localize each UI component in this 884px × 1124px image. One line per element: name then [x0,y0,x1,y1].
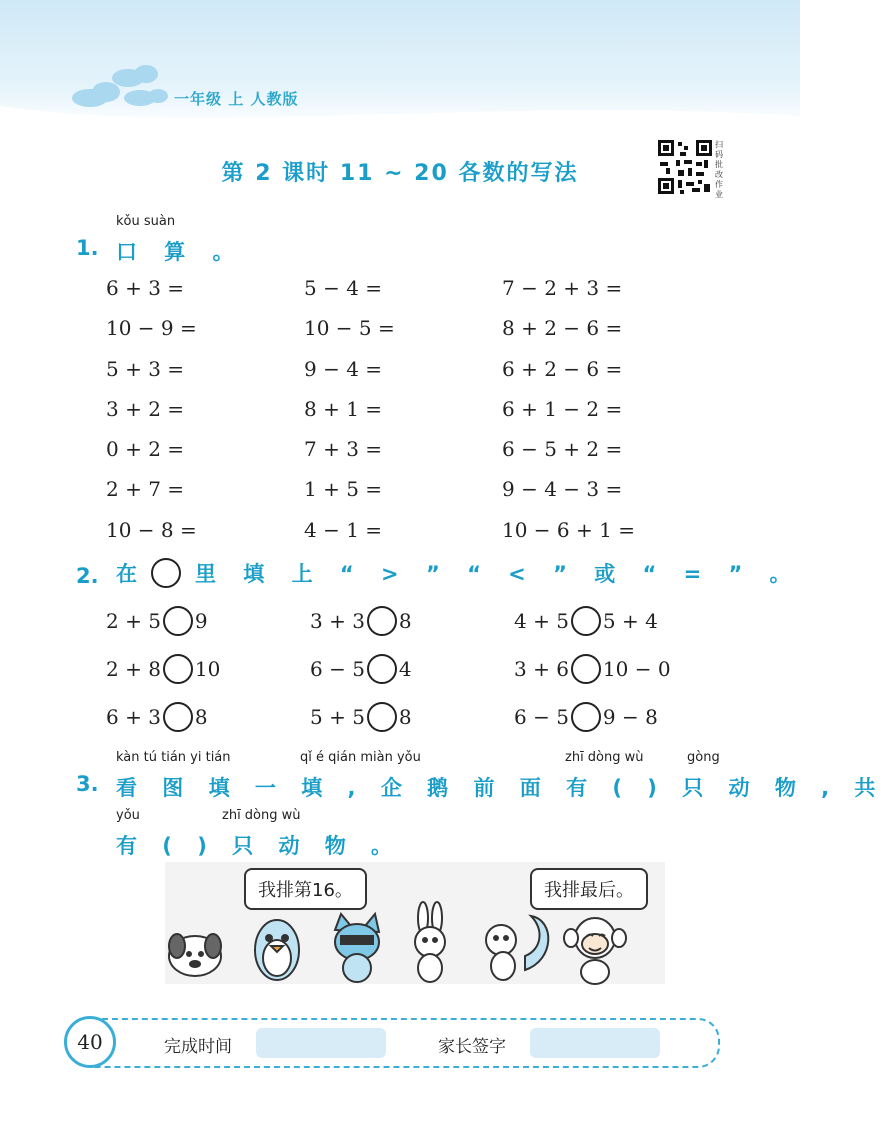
compare-item: 3 + 3 8 [310,606,412,636]
speech-bubble-left: 我排第16。 [244,868,367,910]
compare-item: 5 + 5 8 [310,702,412,732]
compare-item: 6 − 5 9 − 8 [514,702,658,732]
circle-icon [151,558,181,588]
answer-circle[interactable] [163,606,193,636]
q3-number: 3. [76,772,99,796]
q3-pinyin: yǒu [116,808,140,823]
compare-item: 3 + 6 10 − 0 [514,654,671,684]
answer-circle[interactable] [367,654,397,684]
equation: 4 − 1 = [304,517,383,542]
grade-label: 一年级 上 人教版 [174,90,299,108]
q1-pinyin: kǒu suàn [116,214,176,229]
equation: 7 + 3 = [304,437,383,462]
q3-pinyin: gòng [687,750,720,765]
dog-icon [169,934,221,976]
compare-item: 4 + 5 5 + 4 [514,606,658,636]
equation: 8 + 1 = [304,396,383,421]
speech-bubble-right: 我排最后。 [530,868,648,910]
equation: 6 + 1 − 2 = [502,396,623,421]
equation: 2 + 7 = [106,477,185,502]
q3-pinyin: kàn tú tián yi tián [116,750,231,765]
equation: 5 − 4 = [304,276,383,300]
q1-column-3 [502,276,635,558]
q3-line1: 看 图 填 一 填 , 企 鹅 前 面 有 ( ) 只 动 物 , 共 [116,776,884,800]
equation: 9 − 4 = [304,356,383,381]
parent-signature-field[interactable] [530,1028,660,1058]
equation: 9 − 4 − 3 = [502,477,623,502]
animals-illustration [165,900,665,984]
q2-number: 2. [76,564,99,588]
q3-pinyin: zhī dòng wù [222,808,301,823]
equation: 1 + 5 = [304,477,383,502]
lesson-title: 第 2 课时 11 ~ 20 各数的写法 [221,161,579,186]
answer-circle[interactable] [163,654,193,684]
q3-pinyin: zhī dòng wù [565,750,644,765]
equation: 6 + 3 = [106,276,185,300]
q3-pinyin: qǐ é qián miàn yǒu [300,750,421,765]
compare-item: 2 + 8 10 [106,654,220,684]
answer-circle[interactable] [571,606,601,636]
answer-circle[interactable] [571,654,601,684]
compare-item: 6 − 5 4 [310,654,412,684]
equation: 10 − 6 + 1 = [502,517,635,542]
q1-instruction: 口 算 。 [116,240,244,264]
completion-time-label: 完成时间 [164,1037,232,1057]
equation: 5 + 3 = [106,356,185,381]
answer-circle[interactable] [571,702,601,732]
q2-instruction: 在 里 填 上 “ > ” “ < ” 或 “ = ” 。 [116,558,801,588]
compare-item: 6 + 3 8 [106,702,208,732]
q1-number: 1. [76,236,99,260]
rabbit-icon [415,902,445,982]
squirrel-icon [486,916,548,980]
q3-line2: 有 ( ) 只 动 物 。 [116,834,402,858]
equation: 6 − 5 + 2 = [502,437,623,462]
parent-signature-label: 家长签字 [438,1037,506,1057]
equation: 10 − 8 = [106,517,197,542]
equation: 10 − 5 = [304,316,395,341]
q1-column-1 [106,276,197,558]
page-number: 40 [64,1016,116,1068]
cloud-logo-icon [70,58,170,114]
equation: 8 + 2 − 6 = [502,316,623,341]
q1-column-2 [304,276,395,558]
completion-time-field[interactable] [256,1028,386,1058]
penguin-icon [255,920,299,980]
equation: 6 + 2 − 6 = [502,356,623,381]
answer-circle[interactable] [367,606,397,636]
compare-item: 2 + 5 9 [106,606,208,636]
equation: 10 − 9 = [106,316,197,341]
cat-icon [335,914,379,982]
equation: 3 + 2 = [106,396,185,421]
equation: 0 + 2 = [106,437,185,462]
answer-circle[interactable] [163,702,193,732]
monkey-icon [564,918,626,984]
answer-circle[interactable] [367,702,397,732]
qr-label: 扫 码 批 改 作 业 [715,140,723,199]
equation: 7 − 2 + 3 = [502,276,623,300]
qr-code-icon [658,140,712,194]
